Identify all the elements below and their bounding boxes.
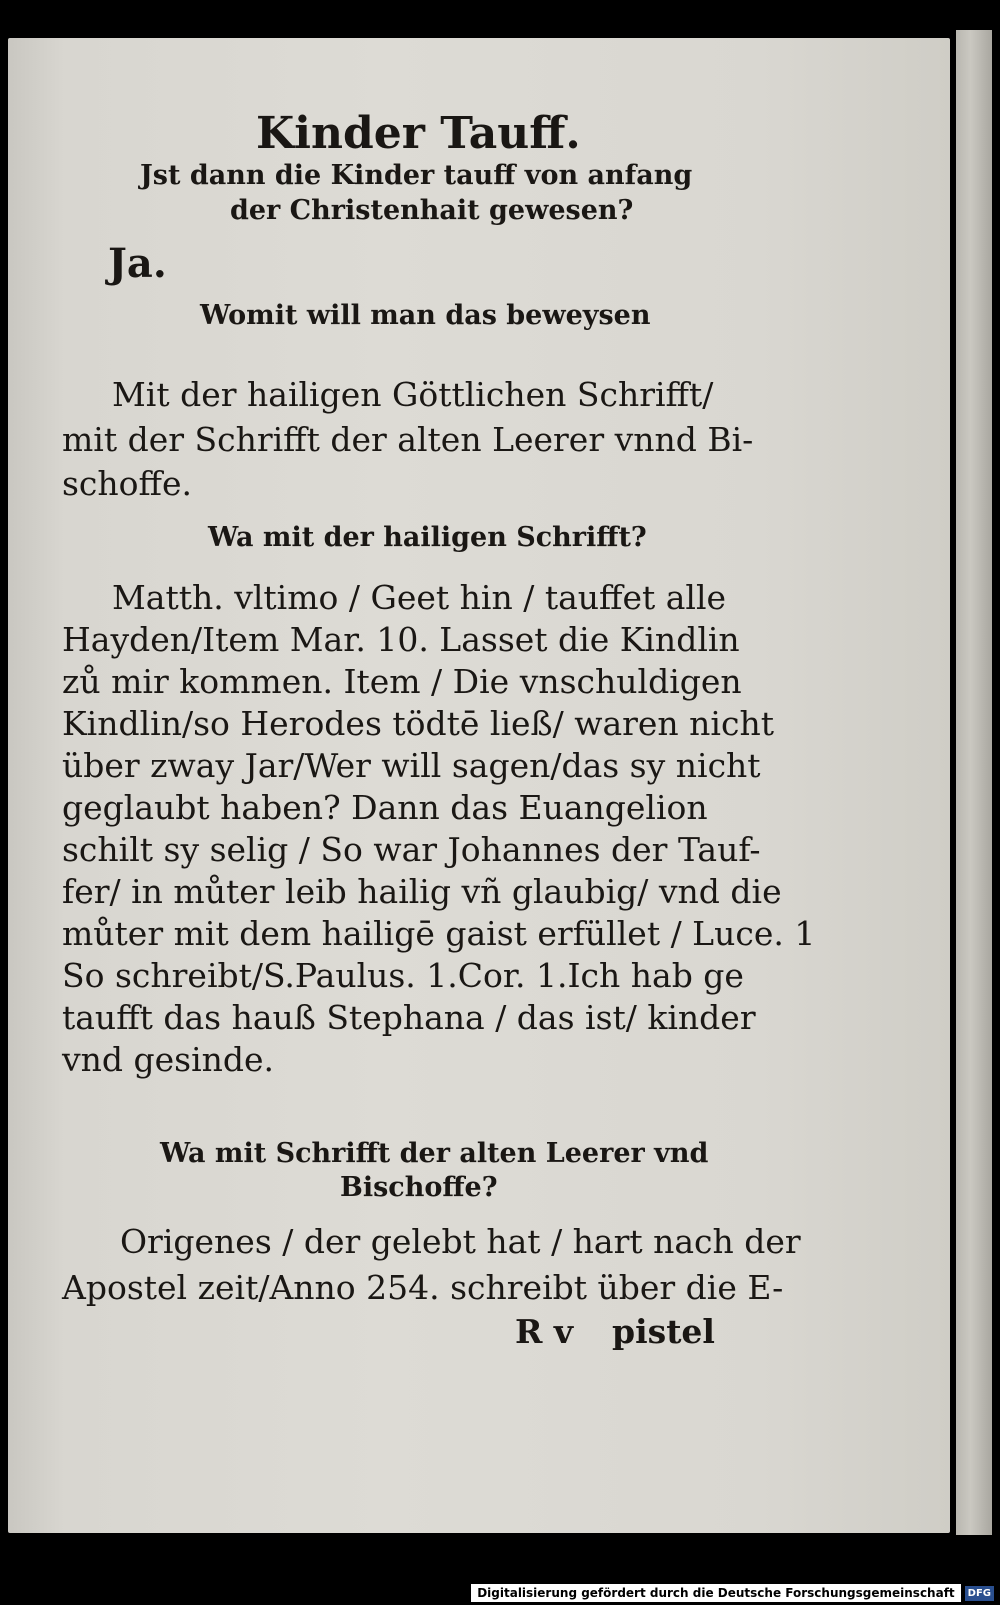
paragraph-2-line: fer/ in můter leib hailig vñ glaubig/ vnd die (62, 872, 782, 911)
paragraph-2-line: geglaubt haben? Dann das Euangelion (62, 788, 708, 827)
paragraph-2-line: Kindlin/so Herodes tödtē ließ/ waren nicht (62, 704, 774, 743)
dfg-logo-icon: DFG (965, 1586, 994, 1601)
page-title: Kinder Tauff. (256, 108, 581, 159)
paragraph-2-line: So schreibt/S.Paulus. 1.Cor. 1.Ich hab ge (62, 956, 744, 995)
question-3: Wa mit der hailigen Schrifft? (208, 522, 647, 553)
question-1-line-2: der Christenhait gewesen? (230, 195, 634, 226)
paragraph-1-line: Mit der hailigen Göttlichen Schrifft/ (112, 375, 714, 414)
page-edge (956, 30, 992, 1535)
catchword: pistel (612, 1312, 715, 1351)
question-1-line-1: Jst dann die Kinder tauff von anfang (140, 160, 693, 191)
paragraph-1-line: schoffe. (62, 464, 193, 503)
question-4-line-1: Wa mit Schrifft der alten Leerer vnd (160, 1138, 709, 1169)
answer-ja: Ja. (108, 240, 167, 287)
signature-mark: R v (515, 1312, 574, 1351)
question-4-line-2: Bischoffe? (340, 1172, 498, 1203)
paragraph-2-line: taufft das hauß Stephana / das ist/ kinder (62, 998, 756, 1037)
question-2: Womit will man das beweysen (200, 300, 651, 331)
paragraph-3-line: Origenes / der gelebt hat / hart nach der (120, 1222, 801, 1261)
paragraph-2-line: schilt sy selig / So war Johannes der Tauf- (62, 830, 761, 869)
paragraph-2-line: Matth. vltimo / Geet hin / tauffet alle (112, 578, 727, 617)
paragraph-2-line: Hayden/Item Mar. 10. Lasset die Kindlin (62, 620, 740, 659)
paragraph-1-line: mit der Schrifft der alten Leerer vnnd Bi- (62, 420, 754, 459)
footer-credit (471, 1583, 994, 1603)
paragraph-3-line: Apostel zeit/Anno 254. schreibt über die E- (62, 1268, 784, 1307)
paragraph-2-line: můter mit dem hailigē gaist erfüllet / Luce. 1 (62, 914, 816, 953)
paragraph-2-line: vnd gesinde. (62, 1040, 275, 1079)
footer-text: Digitalisierung gefördert durch die Deutsche Forschungsgemeinschaft (471, 1584, 960, 1602)
paragraph-2-line: über zway Jar/Wer will sagen/das sy nicht (62, 746, 761, 785)
paragraph-2-line: zů mir kommen. Item / Die vnschuldigen (62, 662, 742, 701)
